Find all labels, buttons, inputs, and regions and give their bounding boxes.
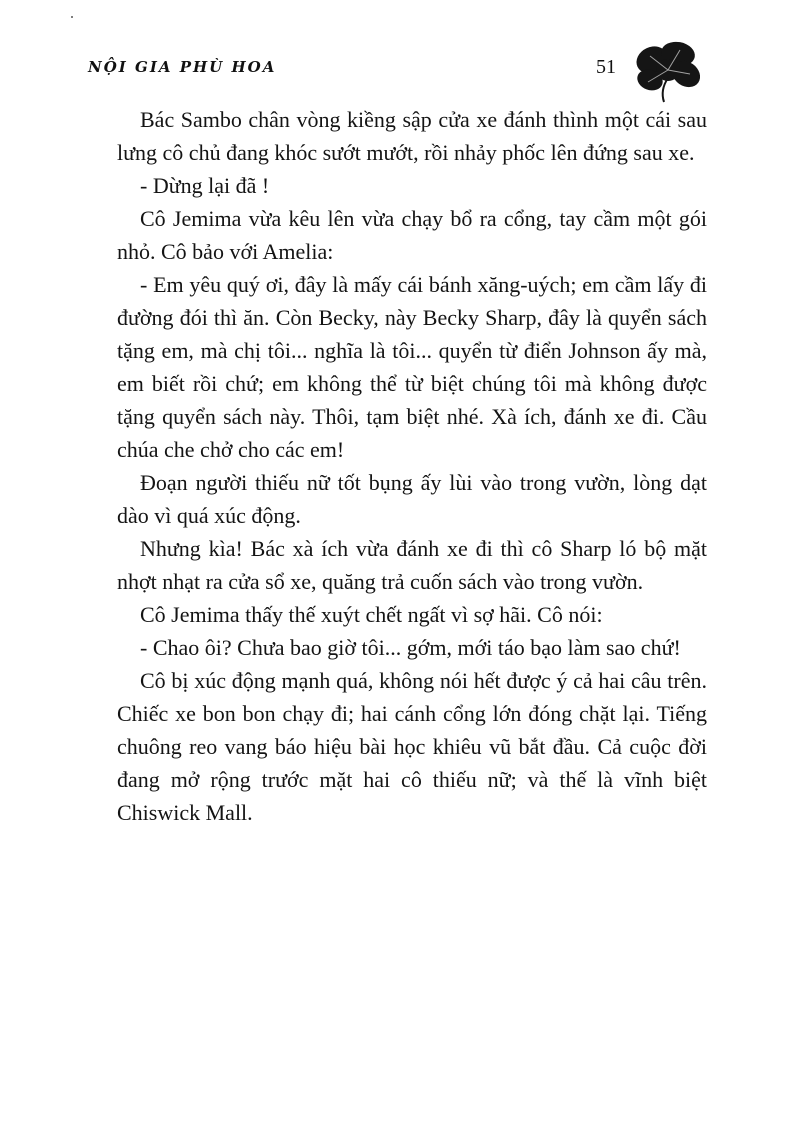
paragraph: Cô Jemima thấy thế xuýt chết ngất vì sợ hãi. Cô nói:	[140, 602, 603, 627]
paragraph: - Chao ôi? Chưa bao giờ tôi... gớm, mới táo bạo làm sao chứ!	[140, 635, 681, 660]
paragraph: Cô bị xúc động mạnh quá, không nói hết được ý cả hai câu trên. Chiếc xe bon bon chạy đi; hai cánh cổng lớn đóng chặt lại. Tiếng chuông reo vang báo hiệu bài học khiêu vũ bắt đầu. Cả cuộc đời đang mở rộng trước mặt hai cô thiếu nữ; và thế là vĩnh biệt Chiswick Mall.	[117, 668, 707, 825]
paragraph: - Em yêu quý ơi, đây là mấy cái bánh xăng-uých; em cầm lấy đi đường đói thì ăn. Còn Becky, này Becky Sharp, đây là quyển sách tặng em, mà chị tôi... nghĩa là tôi... quyển từ điển Johnson ấy mà, em biết rồi chứ; em không thể từ biệt chúng tôi mà không được tặng quyển sách này. Thôi, tạm biệt nhé. Xà ích, đánh xe đi. Cầu chúa che chở cho các em!	[117, 272, 707, 462]
paragraph: Đoạn người thiếu nữ tốt bụng ấy lùi vào trong vườn, lòng dạt dào vì quá xúc động.	[117, 470, 707, 528]
paragraph: Bác Sambo chân vòng kiềng sập cửa xe đánh thình một cái sau lưng cô chủ đang khóc sướt mướt, rồi nhảy phốc lên đứng sau xe.	[117, 107, 707, 165]
running-title: NỘI GIA PHÙ HOA	[88, 58, 277, 76]
scan-speck	[71, 16, 73, 18]
body-text	[117, 103, 707, 829]
paragraph: Cô Jemima vừa kêu lên vừa chạy bổ ra cổng, tay cầm một gói nhỏ. Cô bảo với Amelia:	[117, 206, 707, 264]
paragraph: - Dừng lại đã !	[140, 173, 270, 198]
paragraph: Nhưng kìa! Bác xà ích vừa đánh xe đi thì cô Sharp ló bộ mặt nhợt nhạt ra cửa sổ xe, quăng trả cuốn sách vào trong vườn.	[117, 536, 707, 594]
flower-icon	[630, 38, 708, 106]
page-number: 51	[596, 56, 616, 78]
